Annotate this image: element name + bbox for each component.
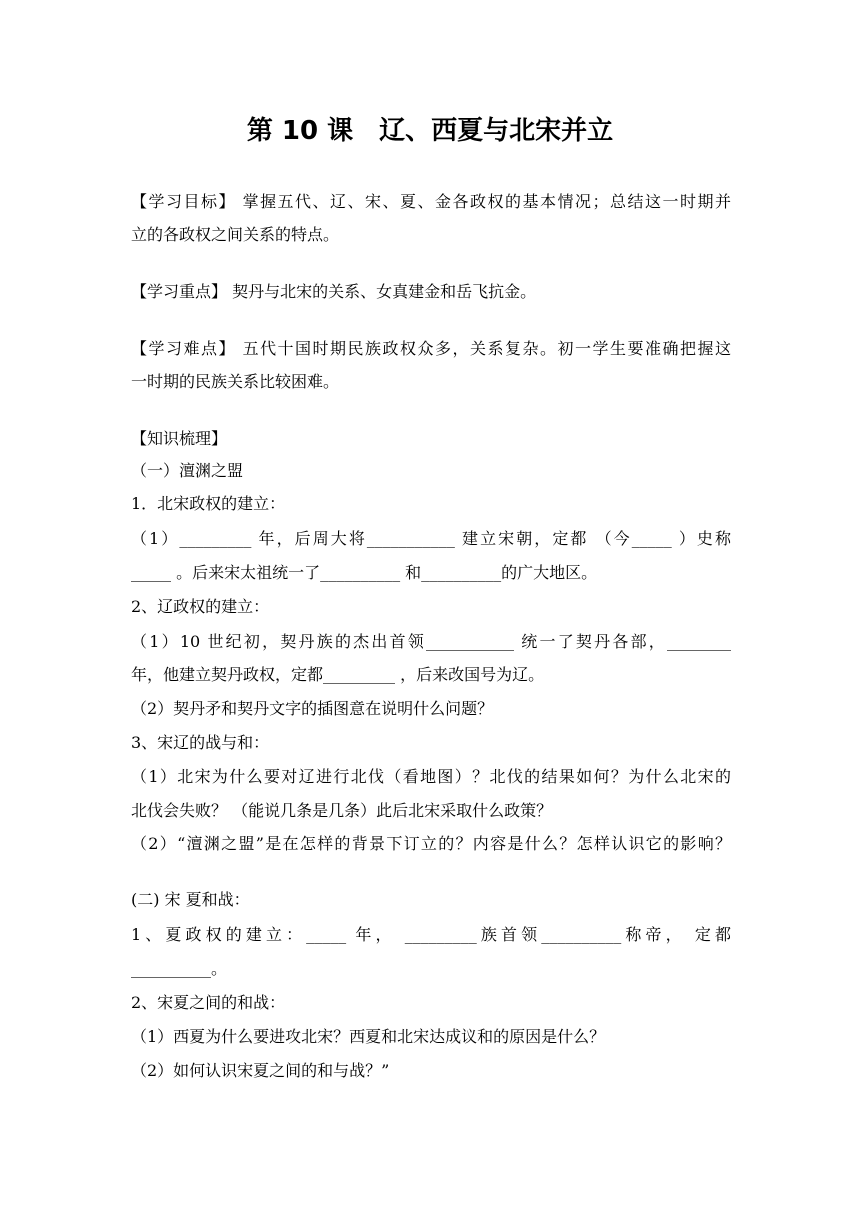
item-3-line-2: 北伐会失败？ （能说几条是几条）此后北宋采取什么政策？ [131,801,553,820]
page-title: 第 10 课 辽、西夏与北宋并立 [246,116,614,146]
learning-difficulty-line-2: 一时期的民族关系比较困难。 [131,372,340,391]
item-2-heading: 2、辽政权的建立： [131,597,270,616]
learning-difficulty-line-1: 【学习难点】 五代十国时期民族政权众多，关系复杂。初一学生要准确把握这 [131,339,731,358]
item-1-heading: 1．北宋政权的建立： [131,494,286,513]
item-2-line-3: （2）契丹矛和契丹文字的插图意在说明什么问题？ [131,699,494,718]
item-3-line-1: （1）北宋为什么要对辽进行北伐（看地图）？北伐的结果如何？为什么北宋的 [131,767,731,786]
item-1-line-1: （1）_________ 年，后周大将___________ 建立宋朝，定都 （今_____ ）史称 [131,529,731,548]
section-2-item-2-line-1: （1）西夏为什么要进攻北宋？西夏和北宋达成议和的原因是什么？ [131,1027,606,1046]
item-3-heading: 3、宋辽的战与和： [131,733,270,752]
section-1-heading: （一）澶渊之盟 [131,461,244,480]
learning-focus-line: 【学习重点】 契丹与北宋的关系、女真建金和岳飞抗金。 [131,282,537,301]
item-3-line-3: （2）“澶渊之盟”是在怎样的背景下订立的？内容是什么？怎样认识它的影响？ [131,834,731,853]
item-2-line-1: （1）10 世纪初，契丹族的杰出首领___________ 统一了契丹各部，________ [131,632,731,651]
learning-goal-line-2: 立的各政权之间关系的特点。 [131,225,340,244]
item-1-line-2: _____ 。后来宋太祖统一了__________ 和__________的广大地区。 [131,563,598,582]
section-2-item-1-line-1: 1、夏政权的建立：_____ 年， _________族首领__________称帝， 定都 [131,925,731,944]
learning-goal-line-1: 【学习目标】 掌握五代、辽、宋、夏、金各政权的基本情况；总结这一时期并 [131,192,731,211]
knowledge-heading: 【知识梳理】 [131,429,228,448]
section-2-item-1-line-2: __________。 [131,959,228,978]
section-2-item-2-heading: 2、宋夏之间的和战： [131,993,286,1012]
item-2-line-2: 年，他建立契丹政权，定都_________ ，后来改国号为辽。 [131,665,545,684]
section-2-heading: (二) 宋 夏和战： [131,890,250,909]
section-2-item-2-line-2: （2）如何认识宋夏之间的和与战？” [131,1061,390,1080]
